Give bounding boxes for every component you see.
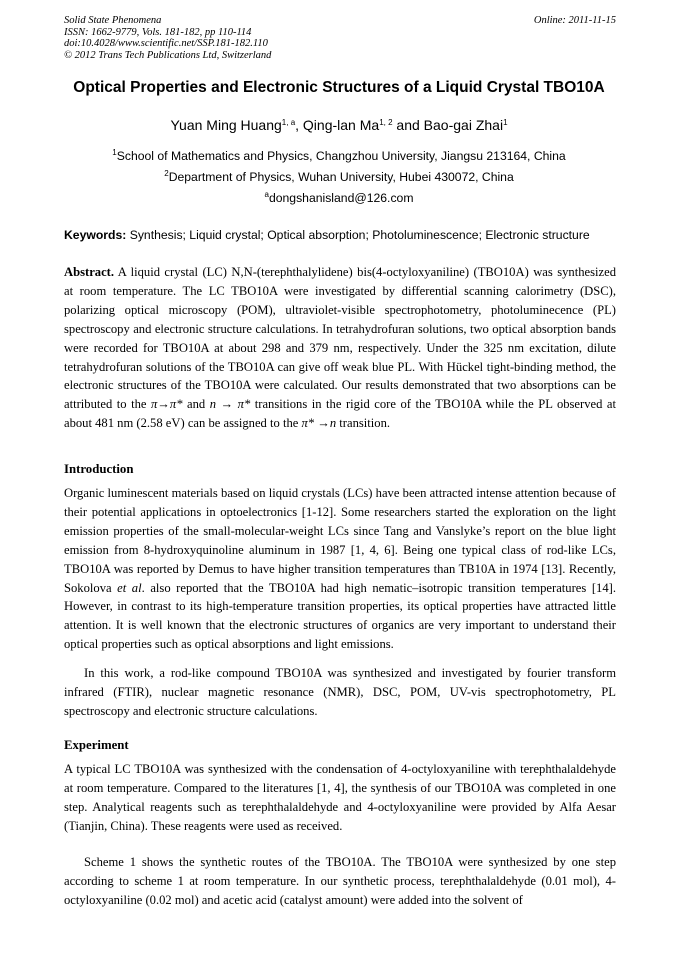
- affiliation-marker: 2: [164, 169, 169, 178]
- author-name: Yuan Ming Huang: [170, 117, 282, 133]
- author-affiliation-marker: 1: [503, 118, 508, 127]
- author-separator: and: [392, 117, 424, 133]
- experiment-heading: Experiment: [64, 738, 129, 752]
- online-date: Online: 2011-11-15: [533, 15, 616, 26]
- author-list: [40, 117, 638, 133]
- author-affiliation-marker: 1, a: [281, 118, 296, 127]
- abstract-label: Abstract.: [64, 265, 115, 279]
- introduction-paragraph-1: [64, 484, 616, 654]
- experiment-paragraph-1: A typical LC TBO10A was synthesized with the condensation of 4-octyloxyaniline with terephthalaldehyde at room temperature. Compared to the literatures [1, 4], the synthesis of our TBO10A was completed in one step. Analytical reagents such as terephthalaldehyde and 4-octyloxyaniline were provided by Alfa Aesar (Tianjin, China). These reagents were used as received.: [64, 762, 616, 833]
- doi-line: doi:10.4028/www.scientific.net/SSP.181-182.110: [64, 38, 268, 49]
- abstract-text: transition.: [336, 416, 391, 431]
- author-separator: ,: [295, 117, 303, 133]
- introduction-paragraph-2: In this work, a rod-like compound TBO10A was synthesized and investigated by fourier transform infrared (FTIR), nuclear magnetic resonance (NMR), DSC, POM, UV-vis spectrophotometry, PL spectroscopy and electronic structure calculations.: [64, 666, 616, 718]
- corresponding-email: [40, 191, 638, 205]
- et-al: et al: [117, 580, 142, 595]
- author-affiliation-marker: 1, 2: [379, 118, 393, 127]
- transition-pi-pi: π→π*: [150, 397, 183, 412]
- affiliation-text: Department of Physics, Wuhan University, Hubei 430072, China: [168, 170, 514, 184]
- copyright-line: © 2012 Trans Tech Publications Ltd, Switzerland: [64, 49, 272, 61]
- issn-line: ISSN: 1662-9779, Vols. 181-182, pp 110-114: [64, 26, 252, 38]
- keywords-text: Synthesis; Liquid crystal; Optical absorption; Photoluminescence; Electronic structure: [126, 228, 590, 242]
- abstract-text: and: [182, 397, 210, 412]
- affiliation-2: [40, 170, 638, 184]
- email-text: dongshanisland@126.com: [268, 191, 414, 205]
- paper-title: Optical Properties and Electronic Structures of a Liquid Crystal TBO10A: [73, 79, 605, 96]
- abstract-paragraph: [64, 263, 616, 433]
- affiliation-marker: 1: [112, 148, 117, 157]
- introduction-heading: Introduction: [64, 462, 134, 476]
- keywords-line: [64, 228, 616, 242]
- transition-n-pi: n → π*: [209, 397, 251, 412]
- transition-pi-n: π* →n: [301, 416, 337, 431]
- journal-name: Solid State Phenomena: [64, 15, 162, 26]
- author-name: Qing-lan Ma: [302, 117, 380, 133]
- experiment-paragraph-2: Scheme 1 shows the synthetic routes of the TBO10A. The TBO10A were synthesized by one step according to scheme 1 at room temperature. In our synthetic process, terephthalaldehyde (0.01 mol), 4-octyloxyaniline (0.02 mol) and acetic acid (catalyst amount) were added into the solvent of: [64, 855, 616, 907]
- affiliation-1: [40, 149, 638, 163]
- introduction-text: Organic luminescent materials based on liquid crystals (LCs) have been attracted intense attention because of their potential applications in optoelectronics [1-12]. Some researchers started the exploration on the light emission properties of the small-molecular-weight LCs since Tang and Vanslyke’s report on the blue light emission from 8-hydroxyquinoline aluminum in 1987 [1, 4, 6]. Being one typical class of rod-like LCs, TBO10A was reported by Demus to have higher transition temperatures than TB10A in 1974 [13]. Recently, Sokolova: [64, 486, 616, 595]
- keywords-label: Keywords:: [64, 228, 127, 242]
- affiliation-marker: a: [264, 190, 269, 199]
- author-name: Bao-gai Zhai: [423, 117, 504, 133]
- affiliation-text: School of Mathematics and Physics, Changzhou University, Jiangsu 213164, China: [116, 149, 566, 163]
- abstract-text: transitions in the rigid core of the TBO10A while the PL observed at about 481 nm (2.58 eV) can be assigned to the: [64, 397, 617, 431]
- abstract-text: A liquid crystal (LC) N,N-(terephthalylidene) bis(4-octyloxyaniline) (TBO10A) was synthesized at room temperature. The LC TBO10A were investigated by differential scanning calorimetry (DSC), polarizing optical microscopy (POM), ultraviolet-visible spectrophotometry, photoluminecence (PL) spectroscopy and electronic structure calculations. In tetrahydrofuran solutions, two optical absorption bands were recorded for TBO10A at about 298 and 379 nm, respectively. Under the 325 nm excitation, dilute tetrahydrofuran solutions of the TBO10A can give off weak blue PL. With Hückel tight-binding method, the electronic structures of the TBO10A were calculated. Our results demonstrated that two absorptions can be attributed to the: [64, 265, 616, 412]
- introduction-text: . also reported that the TBO10A had high nematic–isotropic transition temperatures [14]. However, in contrast to its high-temperature transition properties, its optical properties have attracted little attention. It is well known that the electronic structures of organics are very important to understand their optical properties such as optical absorptions and light emissions.: [64, 580, 616, 652]
- journal-header: [64, 15, 616, 61]
